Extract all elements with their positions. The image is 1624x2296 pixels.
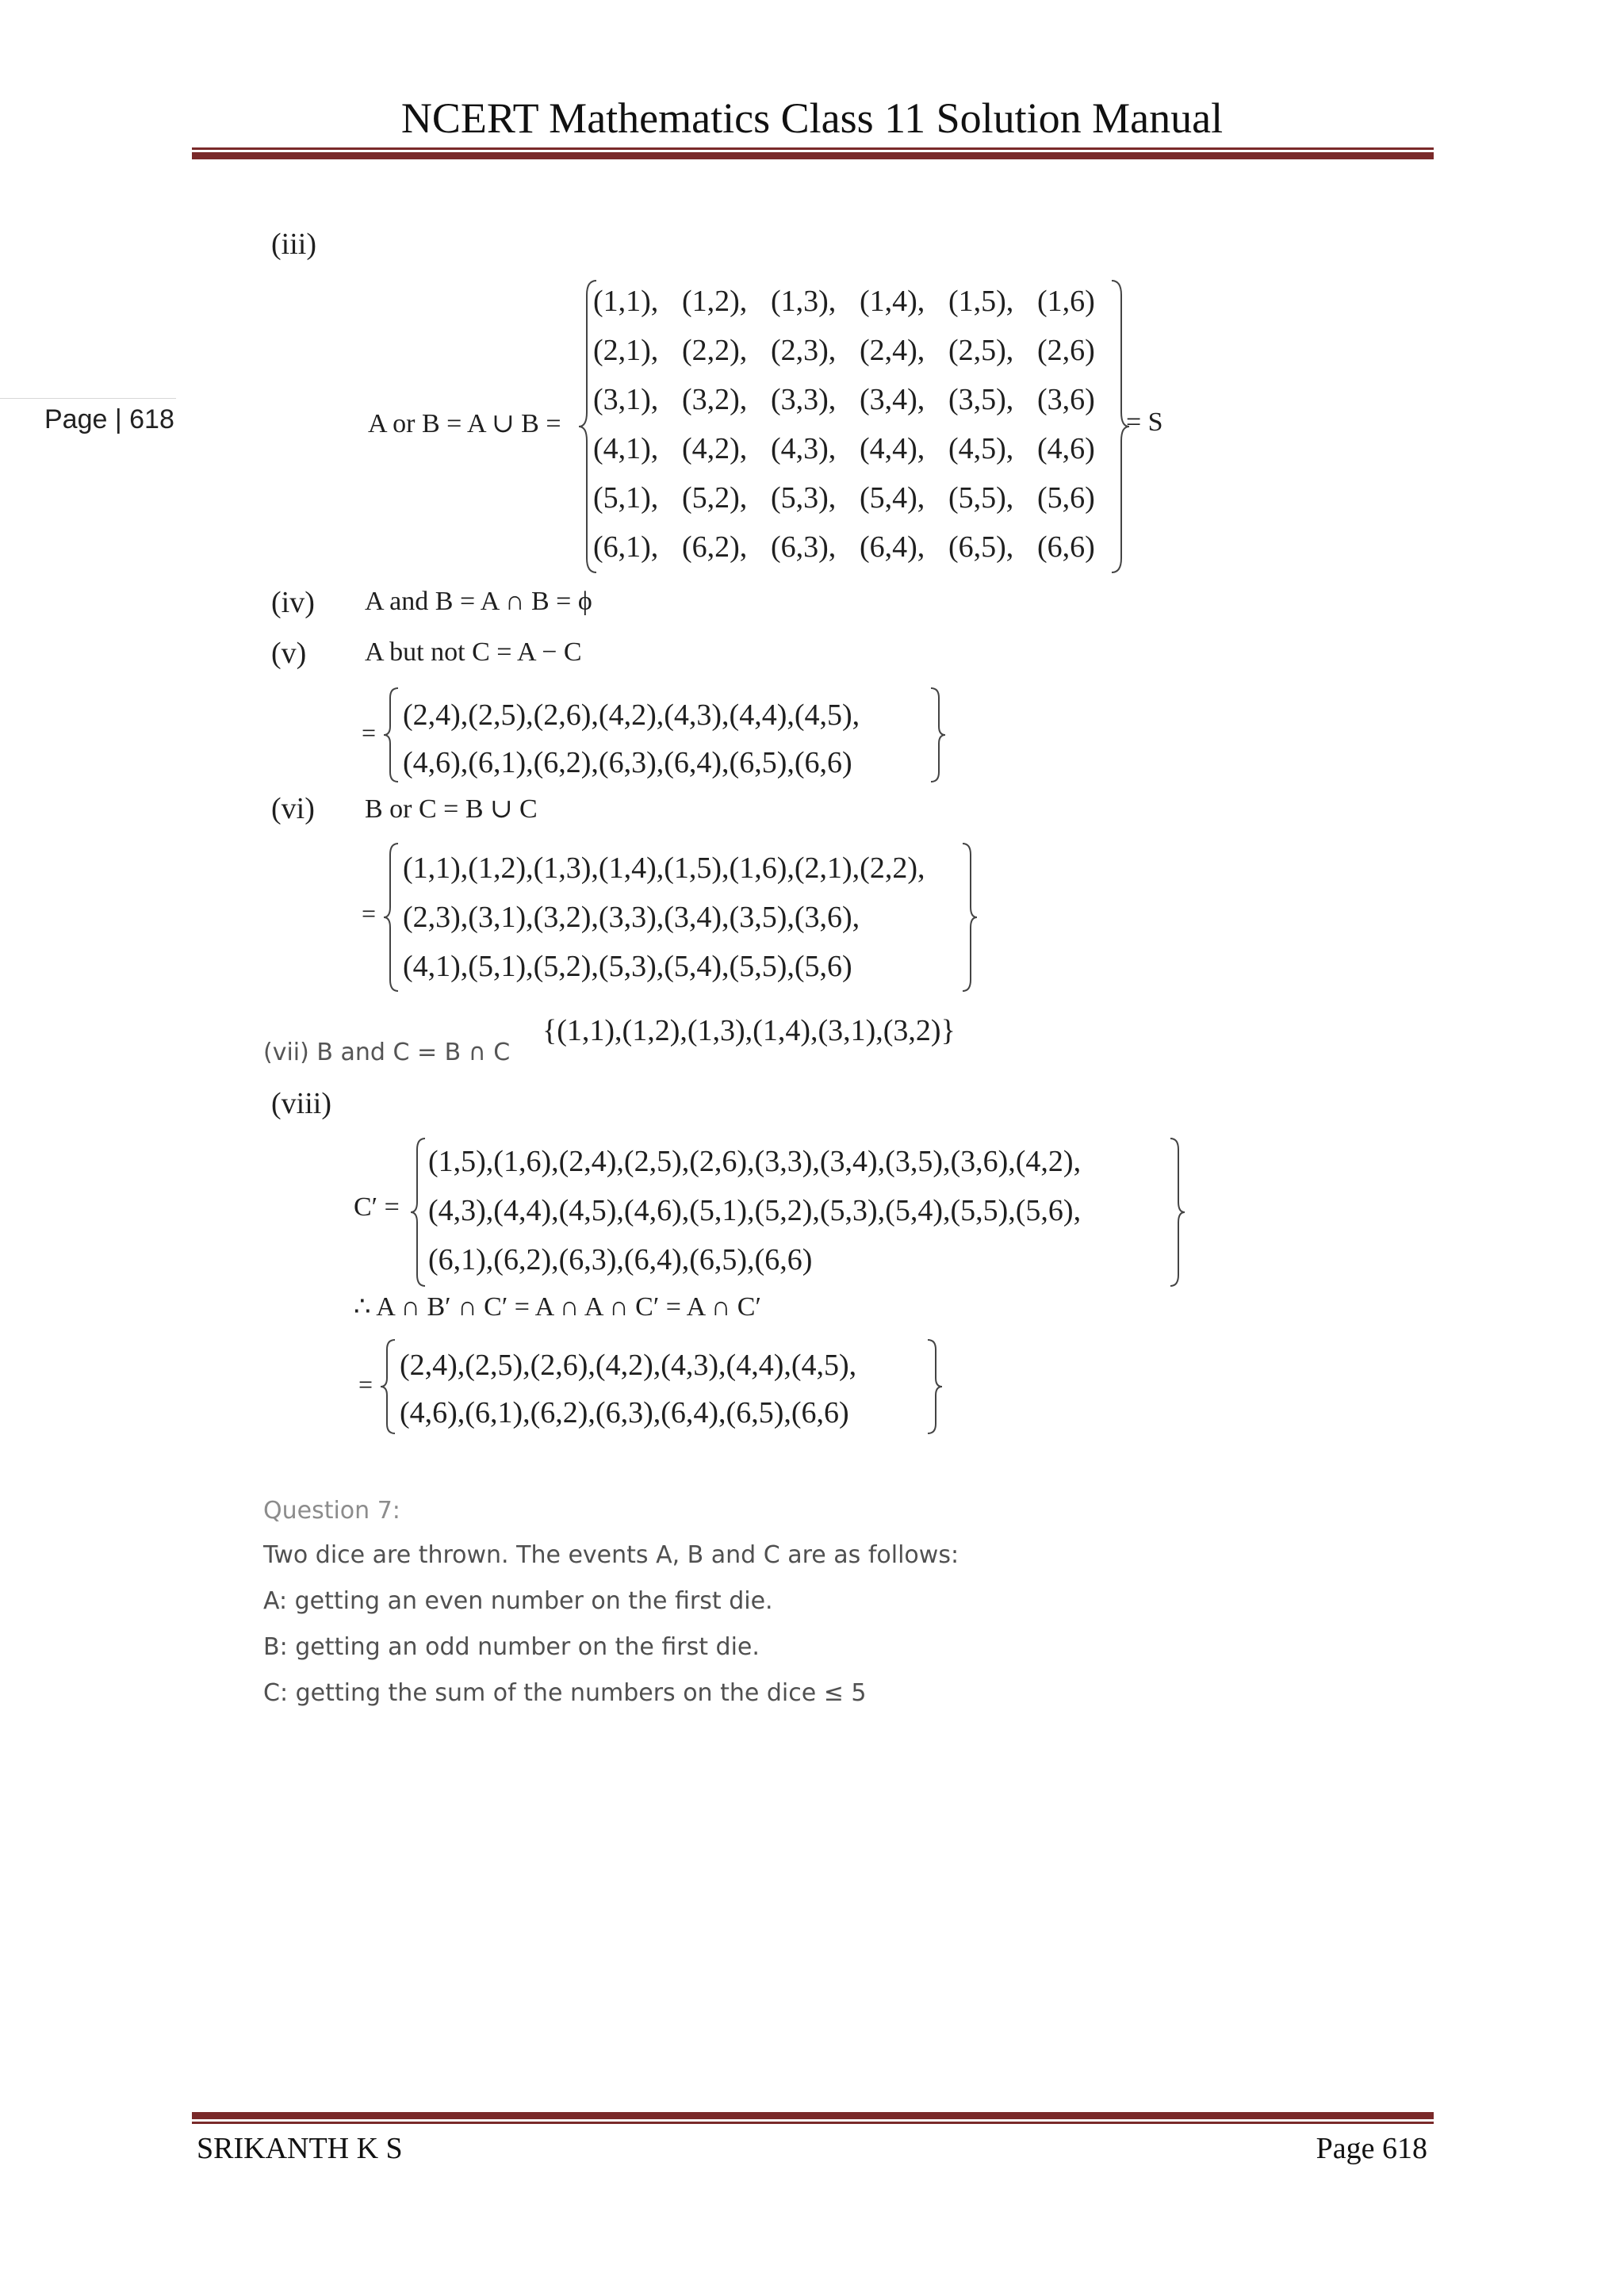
set-table-cell: (2,4), xyxy=(860,334,925,367)
set-table-cell: (4,3), xyxy=(771,432,837,465)
set-table-cell: (6,6) xyxy=(1037,530,1095,564)
part-v-label: (v) xyxy=(271,637,307,670)
part-viii-line-1: (1,5),(1,6),(2,4),(2,5),(2,6),(3,3),(3,4),(3,5),(3,6),(4,2), xyxy=(428,1145,1082,1178)
set-table-cell: (6,4), xyxy=(860,530,925,564)
part-v-line-2: (4,6),(6,1),(6,2),(6,3),(6,4),(6,5),(6,6) xyxy=(403,746,852,779)
part-iii-set-table xyxy=(593,279,1109,574)
part-vii-set: {(1,1),(1,2),(1,3),(1,4),(3,1),(3,2)} xyxy=(542,1014,956,1047)
part-iii-lhs: A or B = A ∪ B = xyxy=(368,409,561,438)
set-table-cell: (2,1), xyxy=(593,334,659,367)
header-rule-thin xyxy=(192,147,1434,150)
part-viii-line-3: (6,1),(6,2),(6,3),(6,4),(6,5),(6,6) xyxy=(428,1243,813,1276)
part-viii-line-2: (4,3),(4,4),(4,5),(4,6),(5,1),(5,2),(5,3),(5,4),(5,5),(5,6), xyxy=(428,1194,1082,1227)
set-table-cell: (4,2), xyxy=(682,432,748,465)
part-vi-line-3: (4,1),(5,1),(5,2),(5,3),(5,4),(5,5),(5,6) xyxy=(403,950,852,983)
footer-rule-thin xyxy=(192,2122,1434,2124)
set-table-cell: (5,5), xyxy=(948,481,1014,515)
part-iii-label: (iii) xyxy=(271,228,316,261)
set-table-cell: (1,1), xyxy=(593,285,659,318)
set-table-cell: (5,6) xyxy=(1037,481,1095,515)
part-iv-label: (iv) xyxy=(271,586,315,619)
part-v-right-brace xyxy=(928,687,947,783)
set-table-cell: (2,5), xyxy=(948,334,1014,367)
set-table-cell: (3,6) xyxy=(1037,383,1095,416)
set-table-cell: (6,3), xyxy=(771,530,837,564)
set-table-cell: (4,4), xyxy=(860,432,925,465)
part-iv-text: A and B = A ∩ B = ϕ xyxy=(365,587,592,616)
set-table-cell: (4,5), xyxy=(948,432,1014,465)
set-table-cell: (2,6) xyxy=(1037,334,1095,367)
question-line-4: C: getting the sum of the numbers on the dice ≤ 5 xyxy=(263,1679,867,1707)
part-iii-rhs: = S xyxy=(1126,408,1163,437)
part-viii-set xyxy=(428,1137,1081,1284)
part-viii-equals: = xyxy=(358,1370,373,1399)
part-vi-line-2: (2,3),(3,1),(3,2),(3,3),(3,4),(3,5),(3,6), xyxy=(403,901,860,934)
set-table-cell: (6,2), xyxy=(682,530,748,564)
set-table-cell: (1,2), xyxy=(682,285,748,318)
part-vi-line-1: (1,1),(1,2),(1,3),(1,4),(1,5),(1,6),(2,1),(2,2), xyxy=(403,851,925,885)
set-table-cell: (5,3), xyxy=(771,481,837,515)
question-line-1: Two dice are thrown. The events A, B and C are as follows: xyxy=(263,1541,959,1569)
set-table-cell: (6,1), xyxy=(593,530,659,564)
set-table-cell: (4,6) xyxy=(1037,432,1095,465)
part-v-set xyxy=(403,691,860,786)
part-viii-result-line-1: (2,4),(2,5),(2,6),(4,2),(4,3),(4,4),(4,5), xyxy=(400,1349,857,1382)
set-table-cell: (1,3), xyxy=(771,285,837,318)
part-viii-left-brace xyxy=(409,1137,428,1288)
part-v-line-1: (2,4),(2,5),(2,6),(4,2),(4,3),(4,4),(4,5), xyxy=(403,698,860,732)
part-viii-right-brace xyxy=(1167,1137,1186,1288)
margin-divider xyxy=(0,398,176,399)
set-table-cell: (5,2), xyxy=(682,481,748,515)
part-viii-result-set xyxy=(400,1341,856,1437)
set-table-cell: (1,4), xyxy=(860,285,925,318)
set-table-cell: (3,2), xyxy=(682,383,748,416)
part-v-left-brace xyxy=(382,687,401,783)
footer-rule-thick xyxy=(192,2112,1434,2119)
part-v-equals: = xyxy=(362,718,377,747)
set-table-cell: (4,1), xyxy=(593,432,659,465)
footer-author: SRIKANTH K S xyxy=(197,2132,403,2165)
set-table-cell: (6,5), xyxy=(948,530,1014,564)
part-v-text: A but not C = A − C xyxy=(365,637,582,667)
part-viii-lhs: C′ = xyxy=(354,1192,400,1222)
part-viii-therefore: ∴ A ∩ B′ ∩ C′ = A ∩ A ∩ C′ = A ∩ C′ xyxy=(354,1292,761,1322)
question-line-2: A: getting an even number on the first die. xyxy=(263,1587,773,1615)
header-rule-thick xyxy=(192,152,1434,159)
part-vi-equals: = xyxy=(362,899,377,928)
part-vi-right-brace xyxy=(959,842,979,993)
page-header-title: NCERT Mathematics Class 11 Solution Manual xyxy=(400,94,1224,142)
set-table-cell: (2,2), xyxy=(682,334,748,367)
set-table-cell: (1,6) xyxy=(1037,285,1095,318)
part-viii-label: (viii) xyxy=(271,1087,331,1120)
part-vi-label: (vi) xyxy=(271,792,315,825)
part-viii-result-left-brace xyxy=(379,1338,398,1435)
set-table-cell: (3,4), xyxy=(860,383,925,416)
part-viii-result-line-2: (4,6),(6,1),(6,2),(6,3),(6,4),(6,5),(6,6) xyxy=(400,1396,849,1429)
set-table-cell: (3,3), xyxy=(771,383,837,416)
part-vi-set xyxy=(403,844,925,991)
footer-page-number: Page 618 xyxy=(1316,2132,1427,2165)
part-vi-text: B or C = B ∪ C xyxy=(365,794,538,824)
set-table-cell: (3,5), xyxy=(948,383,1014,416)
question-heading: Question 7: xyxy=(263,1497,400,1525)
part-viii-result-right-brace xyxy=(925,1338,944,1435)
part-vii-label: (vii) B and C = B ∩ C xyxy=(263,1039,511,1066)
set-table-cell: (3,1), xyxy=(593,383,659,416)
set-table-cell: (5,1), xyxy=(593,481,659,515)
set-table-cell: (2,3), xyxy=(771,334,837,367)
set-table-cell: (5,4), xyxy=(860,481,925,515)
set-table-cell: (1,5), xyxy=(948,285,1014,318)
question-line-3: B: getting an odd number on the first die. xyxy=(263,1633,760,1661)
part-vi-left-brace xyxy=(382,842,401,993)
margin-page-label: Page | 618 xyxy=(44,404,174,434)
